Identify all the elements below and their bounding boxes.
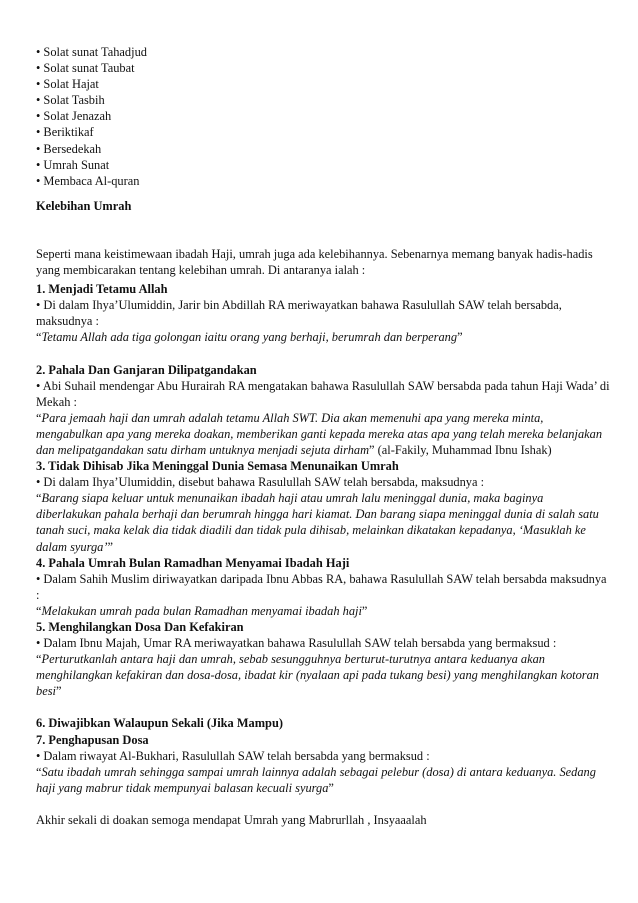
quote-paragraph: “Satu ibadah umrah sehingga sampai umrah lainnya adalah sebagai pelebur (dosa) di antara keduanya. Sedang haji yang mabrur tidak mempunyai balasan kecuali syurga” xyxy=(36,764,596,795)
section-body: • Di dalam Ihya’Ulumiddin, Jarir bin Abdillah RA meriwayatkan bahawa Rasulullah SAW telah bersabda, maksudnya : xyxy=(36,298,562,329)
quote-paragraph: “Melakukan umrah pada bulan Ramadhan menyamai ibadah haji” xyxy=(36,603,368,618)
intro-paragraph: Seperti mana keistimewaan ibadah Haji, umrah juga ada kelebihannya. Sebenarnya memang banyak hadis-hadis yang membicarakan tentang kelebihan umrah. Di antaranya ialah : xyxy=(36,246,593,278)
list-item: • Solat Jenazah xyxy=(36,109,112,124)
list-item: • Beriktikaf xyxy=(36,125,94,140)
section-body: • Di dalam Ihya’Ulumiddin, disebut bahawa Rasulullah SAW telah bersabda, maksudnya : xyxy=(36,475,485,490)
quote-paragraph: “Perturutkanlah antara haji dan umrah, sebab sesungguhnya berturut-turutnya antara keduanya akan menghilangkan kefakiran dan dosa-dosa, ibadat kir (nyalaan api pada tukang besi) yang menghilangkan kotoran besi” xyxy=(36,652,600,699)
section-title: 7. Penghapusan Dosa xyxy=(36,732,149,747)
list-item: • Bersedekah xyxy=(36,141,102,156)
section-title: 5. Menghilangkan Dosa Dan Kefakiran xyxy=(36,620,244,634)
document-page xyxy=(36,44,611,828)
quote-text: Satu ibadah umrah sehingga sampai umrah lainnya adalah sebagai pelebur (dosa) di antara keduanya. Sedang haji yang mabrur tidak mempunyai balasan kecuali syurga xyxy=(36,764,596,795)
list-item: • Membaca Al-quran xyxy=(36,173,140,188)
quote-paragraph: “Barang siapa keluar untuk menunaikan ibadah haji atau umrah lalu meninggal dunia, maka baginya diberlakukan pahala berhaji dan berumrah hingga hari kiamat. Dan barang siapa meninggal dunia di salah satu tanah suci, maka kelak dia tidak diadili dan tidak pula dihisab, melainkan dikatakan kepadanya, ‘Masuklah ke dalam syurga’” xyxy=(36,491,599,554)
section-title: 2. Pahala Dan Ganjaran Dilipatgandakan xyxy=(36,362,257,377)
list-item: • Solat Hajat xyxy=(36,77,99,92)
section-body: • Abi Suhail mendengar Abu Hurairah RA mengatakan bahawa Rasulullah SAW bersabda pada tahun Haji Wada’ di Mekah : xyxy=(36,378,610,409)
quote-source: (al-Fakily, Muhammad Ibnu Ishak) xyxy=(374,442,552,457)
closing-paragraph: Akhir sekali di doakan semoga mendapat Umrah yang Mabrurllah , Insyaaalah xyxy=(36,812,427,827)
quote-paragraph: “Para jemaah haji dan umrah adalah tetamu Allah SWT. Dia akan memenuhi apa yang mereka minta, mengabulkan apa yang mereka doakan, memberikan ganti kepada mereka atas apa yang telah mereka belanjakan dan melipatgandakan satu dirham untuknya menjadi sejuta dirham” (al-Fakily, Muhammad Ibnu Ishak) xyxy=(36,410,603,457)
section-body: • Dalam Ibnu Majah, Umar RA meriwayatkan bahawa Rasulullah SAW telah bersabda yang bermaksud : xyxy=(36,636,557,651)
quote-text: Barang siapa keluar untuk menunaikan ibadah haji atau umrah lalu meninggal dunia, maka baginya diberlakukan pahala berhaji dan berumrah hingga hari kiamat. Dan barang siapa meninggal dunia di salah satu tanah suci, maka kelak dia tidak diadili dan tidak pula dihisab, melainkan dikatakan kepadanya, ‘Masuklah ke dalam syurga’ xyxy=(36,491,599,554)
section-title: 6. Diwajibkan Walaupun Sekali (Jika Mampu) xyxy=(36,716,283,731)
quote-text: Melakukan umrah pada bulan Ramadhan menyamai ibadah haji xyxy=(41,603,362,618)
section-heading: Kelebihan Umrah xyxy=(36,198,132,213)
list-item: • Umrah Sunat xyxy=(36,157,110,172)
list-item: • Solat sunat Tahadjud xyxy=(36,45,147,59)
section-body: • Dalam Sahih Muslim diriwayatkan daripada Ibnu Abbas RA, bahawa Rasulullah SAW telah bersabda maksudnya : xyxy=(36,571,607,602)
list-item: • Solat Tasbih xyxy=(36,93,105,108)
section-title: 3. Tidak Dihisab Jika Meninggal Dunia Semasa Menunaikan Umrah xyxy=(36,459,399,474)
quote-text: Tetamu Allah ada tiga golongan iaitu orang yang berhaji, berumrah dan berperang xyxy=(41,330,458,345)
list-item: • Solat sunat Taubat xyxy=(36,61,135,76)
quote-paragraph: “Tetamu Allah ada tiga golongan iaitu orang yang berhaji, berumrah dan berperang” xyxy=(36,330,463,345)
quote-text: Para jemaah haji dan umrah adalah tetamu Allah SWT. Dia akan memenuhi apa yang mereka minta, mengabulkan apa yang mereka doakan, memberikan ganti kepada mereka atas apa yang telah mereka belanjakan dan melipatgandakan satu dirham untuknya menjadi sejuta dirham xyxy=(36,410,603,457)
bullet-list xyxy=(36,44,611,189)
section-title: 4. Pahala Umrah Bulan Ramadhan Menyamai Ibadah Haji xyxy=(36,555,350,570)
quote-text: Perturutkanlah antara haji dan umrah, sebab sesungguhnya berturut-turutnya antara keduanya akan menghilangkan kefakiran dan dosa-dosa, ibadat kir (nyalaan api pada tukang besi) yang menghilangkan kotoran besi xyxy=(36,652,600,699)
section-body: • Dalam riwayat Al-Bukhari, Rasulullah SAW telah bersabda yang bermaksud : xyxy=(36,748,430,763)
section-title: 1. Menjadi Tetamu Allah xyxy=(36,282,168,297)
